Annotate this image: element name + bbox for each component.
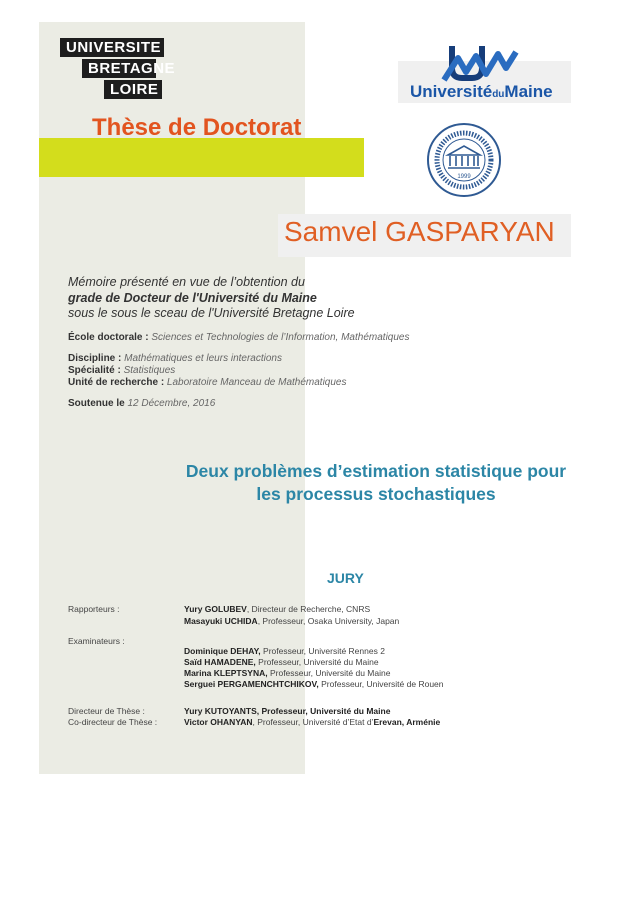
unite-value: Laboratoire Manceau de Mathématiques bbox=[166, 377, 347, 388]
memoire-line: Mémoire présenté en vue de l’obtention du bbox=[68, 275, 305, 289]
specialite-label: Spécialité : bbox=[68, 365, 124, 376]
thesis-title bbox=[150, 460, 602, 506]
unite-label: Unité de recherche : bbox=[68, 377, 167, 388]
author-name: Samvel GASPARYAN bbox=[284, 216, 555, 247]
codirecteur-label: Co-directeur de Thèse : bbox=[68, 717, 158, 727]
member-role: Professeur, Université du Maine bbox=[267, 668, 391, 678]
specialite bbox=[68, 365, 175, 377]
member-name: Yury GOLUBEV bbox=[184, 604, 247, 614]
ubl-logo-line: BRETAGNE bbox=[82, 59, 156, 78]
um-du-text: du bbox=[492, 89, 505, 100]
um-maine-text: Maine bbox=[504, 82, 553, 101]
member-role: Professeur, Université du Maine bbox=[255, 657, 379, 667]
soutenue-label: Soutenue le bbox=[68, 398, 128, 409]
soutenue bbox=[68, 398, 215, 410]
jury-heading: JURY bbox=[327, 570, 364, 586]
jury-member bbox=[184, 706, 390, 716]
thesis-title-line: Deux problèmes d’estimation statistique pour bbox=[185, 461, 567, 481]
discipline-value: Mathématiques et leurs interactions bbox=[124, 353, 282, 364]
ecole-doctorale bbox=[68, 332, 409, 344]
green-band bbox=[39, 138, 364, 177]
these-de-doctorat-title: Thèse de Doctorat bbox=[92, 114, 302, 141]
specialite-value: Statistiques bbox=[123, 365, 176, 376]
rapporteurs-label: Rapporteurs : bbox=[68, 604, 120, 614]
member-role: , Directeur de Recherche, CNRS bbox=[246, 604, 371, 614]
discipline bbox=[68, 353, 282, 365]
unite-recherche bbox=[68, 377, 346, 389]
member-name: Masayuki UCHIDA bbox=[184, 616, 258, 626]
discipline-label: Discipline : bbox=[68, 353, 125, 364]
ubl-logo-line: UNIVERSITE bbox=[60, 38, 164, 57]
jury-member bbox=[184, 668, 390, 678]
ecole-label: École doctorale : bbox=[68, 332, 152, 343]
jury-member bbox=[184, 717, 440, 727]
jury-member bbox=[184, 679, 444, 689]
member-role: , Professeur, Osaka University, Japan bbox=[257, 616, 400, 626]
universite-du-maine-wordmark bbox=[410, 82, 553, 102]
member-name: Marina KLEPTSYNA, bbox=[184, 668, 268, 678]
memoire-block bbox=[68, 275, 355, 322]
thesis-title-line: les processus stochastiques bbox=[256, 484, 496, 504]
ecole-value: Sciences et Technologies de l’Information, Mathématiques bbox=[151, 332, 410, 343]
seal-year: 1999 bbox=[457, 174, 471, 180]
um-main-text: Université bbox=[410, 82, 493, 101]
member-name: Dominique DEHAY, bbox=[184, 646, 261, 656]
jury-member bbox=[184, 657, 379, 667]
ubl-logo bbox=[60, 38, 176, 101]
memoire-line: sous le sous le sceau de l'Université Bretagne Loire bbox=[68, 306, 355, 320]
examinateurs-label: Examinateurs : bbox=[68, 636, 125, 646]
member-name: Yury KUTOYANTS, Professeur, Université du Maine bbox=[184, 706, 391, 716]
jury-member bbox=[184, 616, 399, 626]
ubl-logo-line: LOIRE bbox=[104, 80, 162, 99]
universite-du-maine-logo-mark bbox=[438, 44, 520, 86]
university-seal-icon bbox=[426, 122, 502, 198]
member-role: Professeur, Université Rennes 2 bbox=[260, 646, 385, 656]
memoire-line-grade: grade de Docteur de l'Université du Maine bbox=[68, 290, 317, 305]
member-name: Serguei PERGAMENCHTCHIKOV, bbox=[184, 679, 319, 689]
directeur-label: Directeur de Thèse : bbox=[68, 706, 145, 716]
member-name: Victor OHANYAN bbox=[184, 717, 253, 727]
member-role: Professeur, Université de Rouen bbox=[318, 679, 444, 689]
jury-member bbox=[184, 604, 370, 614]
soutenue-value: 12 Décembre, 2016 bbox=[127, 398, 216, 409]
member-affiliation: Erevan, Arménie bbox=[373, 717, 441, 727]
member-role: , Professeur, Université d’Etat d’ bbox=[252, 717, 374, 727]
member-name: Saïd HAMADENE, bbox=[184, 657, 256, 667]
jury-member bbox=[184, 646, 385, 656]
